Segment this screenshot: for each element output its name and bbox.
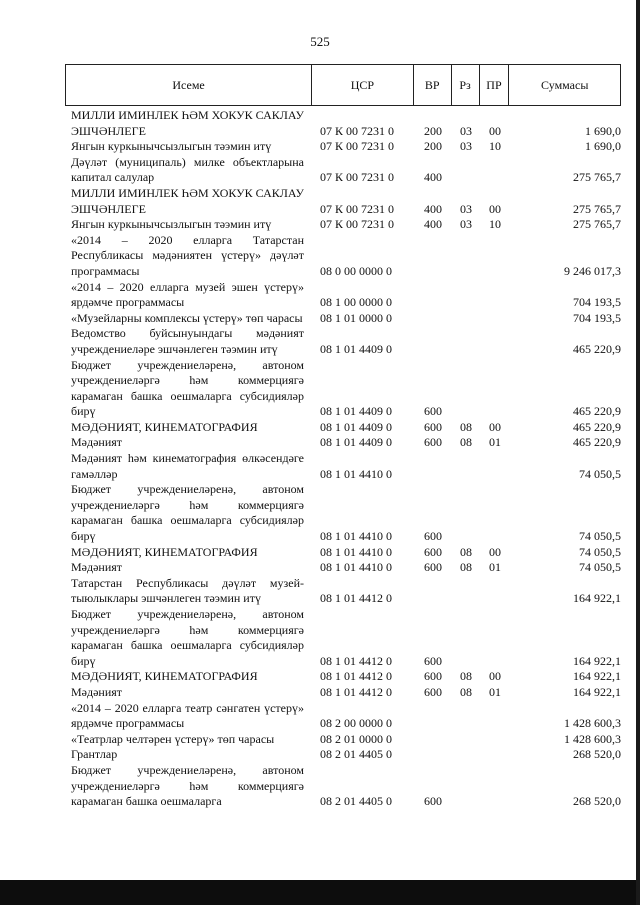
- row-rz: [452, 280, 480, 311]
- row-rz: 03: [460, 139, 472, 154]
- row-pr: 00: [489, 669, 501, 684]
- header-name: Исеме: [66, 65, 312, 105]
- row-pr: 01: [489, 684, 501, 699]
- row-pr: [480, 732, 510, 748]
- row-vr: 600: [424, 435, 442, 450]
- row-name: Бюджет учреждениеләренә, автоном учреждениеләргә һәм коммерциягә карамаган башка оешмаларга субсидияләр бирү: [71, 482, 304, 544]
- row-name: Мәдәният: [71, 435, 123, 450]
- row-name: Янгын куркынычсызлыгын тәэмин итү: [71, 139, 272, 154]
- row-pr: 10: [489, 139, 501, 154]
- table-row: [65, 576, 621, 607]
- row-vr: [414, 280, 452, 311]
- row-vr: 600: [424, 419, 442, 434]
- row-pr: 01: [489, 435, 501, 450]
- row-csr: 08 1 01 4409 0: [320, 341, 392, 356]
- row-pr: [480, 233, 510, 280]
- row-pr: [480, 280, 510, 311]
- row-sum: 164 922,1: [573, 653, 621, 668]
- table-row: [65, 358, 621, 420]
- row-rz: [452, 732, 480, 748]
- row-rz: 08: [460, 560, 472, 575]
- table-row: [65, 139, 621, 155]
- row-name: Бюджет учреждениеләренә, автоном учреждениеләргә һәм коммерциягә карамаган башка оешмаларга: [71, 762, 304, 809]
- row-name: МӘДӘНИЯТ, КИНЕМАТОГРАФИЯ: [71, 544, 258, 559]
- row-name: Мәдәният: [71, 684, 123, 699]
- table-row: [65, 435, 621, 451]
- row-sum: 465 220,9: [573, 341, 621, 356]
- table-row: [65, 763, 621, 810]
- table-row: [65, 326, 621, 357]
- row-csr: 08 1 01 4409 0: [320, 435, 392, 450]
- table-header: [65, 64, 621, 106]
- row-name: Янгын куркынычсызлыгын тәэмин итү: [71, 217, 272, 232]
- row-pr: [480, 607, 510, 669]
- row-vr: [414, 451, 452, 482]
- row-name: Бюджет учреждениеләренә, автоном учреждениеләргә һәм коммерциягә карамаган башка оешмаларга субсидияләр бирү: [71, 607, 304, 668]
- row-sum: 704 193,5: [573, 310, 621, 325]
- row-vr: 400: [424, 170, 442, 185]
- row-vr: 600: [424, 669, 442, 684]
- row-pr: [480, 747, 510, 763]
- row-sum: 164 922,1: [573, 669, 621, 684]
- row-vr: 200: [424, 123, 442, 138]
- table-row: [65, 560, 621, 576]
- header-rz: Рз: [452, 65, 480, 105]
- row-sum: 74 050,5: [579, 560, 621, 575]
- row-rz: 08: [460, 544, 472, 559]
- row-name: «2014 – 2020 елларга Татарстан Республикасы мәдәниятен үстерү» дәүләт программасы: [71, 232, 304, 278]
- row-pr: 00: [489, 123, 501, 138]
- row-vr: [414, 233, 452, 280]
- row-rz: 03: [460, 217, 472, 232]
- row-rz: [452, 358, 480, 420]
- row-vr: 600: [424, 560, 442, 575]
- row-pr: [480, 311, 510, 327]
- row-rz: [452, 451, 480, 482]
- row-rz: 08: [460, 669, 472, 684]
- row-sum: 164 922,1: [573, 591, 621, 606]
- row-pr: [480, 763, 510, 810]
- row-rz: [452, 576, 480, 607]
- row-vr: 600: [424, 653, 442, 668]
- row-csr: 07 К 00 7231 0: [320, 139, 395, 154]
- row-name: «Музейларны комплексы үстерү» төп чарасы: [71, 310, 303, 325]
- row-rz: [452, 607, 480, 669]
- row-pr: [480, 326, 510, 357]
- row-csr: 07 К 00 7231 0: [320, 170, 395, 185]
- row-sum: 1 428 600,3: [564, 731, 621, 746]
- row-pr: [480, 701, 510, 732]
- row-sum: 465 220,9: [573, 435, 621, 450]
- header-vr: ВР: [414, 65, 452, 105]
- row-name: МИЛЛИ ИМИНЛЕК ҺӘМ ХОКУК САКЛАУ ЭШЧӘНЛЕГЕ: [71, 185, 304, 216]
- row-rz: 03: [460, 201, 472, 216]
- table-row: [65, 420, 621, 436]
- row-vr: [414, 326, 452, 357]
- page-number: 525: [310, 34, 330, 49]
- row-sum: 164 922,1: [573, 684, 621, 699]
- row-sum: 465 220,9: [573, 419, 621, 434]
- row-csr: 08 1 01 4409 0: [320, 419, 392, 434]
- row-rz: [452, 311, 480, 327]
- row-csr: 08 1 01 4409 0: [320, 404, 392, 419]
- row-sum: 268 520,0: [573, 747, 621, 762]
- row-csr: 08 1 01 4410 0: [320, 466, 392, 481]
- row-sum: 1 690,0: [585, 123, 621, 138]
- row-rz: 08: [460, 435, 472, 450]
- row-sum: 704 193,5: [573, 295, 621, 310]
- row-pr: 00: [489, 544, 501, 559]
- row-name: Ведомство буйсынуындагы мәдәният учреждениеләре эшчәнлеген тәэмин итү: [71, 326, 304, 356]
- row-vr: [414, 701, 452, 732]
- row-csr: 07 К 00 7231 0: [320, 217, 395, 232]
- header-pr: ПР: [480, 65, 510, 105]
- row-name: МӘДӘНИЯТ, КИНЕМАТОГРАФИЯ: [71, 669, 258, 684]
- row-csr: 08 1 01 4410 0: [320, 529, 392, 544]
- row-sum: 1 428 600,3: [564, 716, 621, 731]
- row-rz: 03: [460, 123, 472, 138]
- row-pr: [480, 576, 510, 607]
- table-row: [65, 701, 621, 732]
- row-name: Дәүләт (муниципаль) милке объектларына капитал салулар: [71, 154, 304, 185]
- row-sum: 1 690,0: [585, 139, 621, 154]
- row-csr: 07 К 00 7231 0: [320, 123, 395, 138]
- table-row: [65, 685, 621, 701]
- table-row: [65, 280, 621, 311]
- table-row: [65, 747, 621, 763]
- table-row: [65, 233, 621, 280]
- row-vr: [414, 576, 452, 607]
- row-vr: 600: [424, 544, 442, 559]
- row-sum: 268 520,0: [573, 794, 621, 809]
- row-vr: 600: [424, 794, 442, 809]
- row-csr: 08 2 01 0000 0: [320, 731, 392, 746]
- row-csr: 08 2 00 0000 0: [320, 716, 392, 731]
- header-csr: ЦСР: [312, 65, 414, 105]
- row-csr: 08 1 01 4412 0: [320, 591, 392, 606]
- row-sum: 275 765,7: [573, 217, 621, 232]
- row-name: «2014 – 2020 елларга музей эшен үстерү» ярдәмче программасы: [71, 279, 304, 310]
- row-name: Мәдәният һәм кинематография өлкәсендәге гамәлләр: [71, 451, 304, 481]
- row-name: «Театрлар челтәрен үстерү» төп чарасы: [71, 731, 275, 746]
- row-vr: 400: [424, 201, 442, 216]
- table-row: [65, 732, 621, 748]
- row-rz: 08: [460, 684, 472, 699]
- table-row: [65, 451, 621, 482]
- row-name: Мәдәният: [71, 560, 123, 575]
- row-sum: 74 050,5: [579, 466, 621, 481]
- table-row: [65, 669, 621, 685]
- table-row: [65, 482, 621, 544]
- table-row: [65, 108, 621, 139]
- row-sum: 9 246 017,3: [564, 263, 621, 278]
- row-csr: 08 1 01 0000 0: [320, 310, 392, 325]
- row-csr: 08 2 01 4405 0: [320, 747, 392, 762]
- row-csr: 08 1 01 4412 0: [320, 653, 392, 668]
- row-rz: [452, 326, 480, 357]
- row-sum: 74 050,5: [579, 529, 621, 544]
- row-csr: 08 0 00 0000 0: [320, 263, 392, 278]
- row-vr: 200: [424, 139, 442, 154]
- scan-right-edge: [636, 0, 640, 905]
- header-sum: Суммасы: [541, 77, 589, 92]
- row-csr: 08 1 01 4412 0: [320, 684, 392, 699]
- row-rz: [452, 747, 480, 763]
- row-csr: 08 1 00 0000 0: [320, 295, 392, 310]
- row-pr: 00: [489, 419, 501, 434]
- table-row: [65, 607, 621, 669]
- table-row: [65, 311, 621, 327]
- row-pr: 10: [489, 217, 501, 232]
- row-name: Грантлар: [71, 747, 118, 762]
- row-csr: 08 2 01 4405 0: [320, 794, 392, 809]
- row-vr: [414, 732, 452, 748]
- row-name: Татарстан Республикасы дәүләт музей-тыюлыклары эшчәнлеген тәэмин итү: [71, 575, 304, 606]
- row-rz: [452, 155, 480, 186]
- row-vr: 400: [424, 217, 442, 232]
- row-csr: 07 К 00 7231 0: [320, 201, 395, 216]
- row-name: МИЛЛИ ИМИНЛЕК ҺӘМ ХОКУК САКЛАУ ЭШЧӘНЛЕГЕ: [71, 108, 304, 138]
- table-row: [65, 545, 621, 561]
- row-pr: [480, 482, 510, 544]
- row-vr: [414, 311, 452, 327]
- row-rz: [452, 233, 480, 280]
- row-vr: 600: [424, 529, 442, 544]
- row-rz: 08: [460, 419, 472, 434]
- scan-bottom-edge: [0, 880, 640, 905]
- row-vr: [414, 747, 452, 763]
- row-vr: 600: [424, 684, 442, 699]
- row-pr: 01: [489, 560, 501, 575]
- row-sum: 465 220,9: [573, 404, 621, 419]
- row-rz: [452, 482, 480, 544]
- row-sum: 275 765,7: [573, 201, 621, 216]
- row-csr: 08 1 01 4410 0: [320, 544, 392, 559]
- table-row: [65, 217, 621, 233]
- row-sum: 74 050,5: [579, 544, 621, 559]
- row-sum: 275 765,7: [573, 170, 621, 185]
- row-csr: 08 1 01 4410 0: [320, 560, 392, 575]
- row-csr: 08 1 01 4412 0: [320, 669, 392, 684]
- row-pr: [480, 451, 510, 482]
- row-vr: 600: [424, 404, 442, 419]
- table-row: [65, 155, 621, 186]
- table-body: [65, 108, 621, 810]
- table-row: [65, 186, 621, 217]
- row-name: Бюджет учреждениеләренә, автоном учреждениеләргә һәм коммерциягә карамаган башка оешмаларга субсидияләр бирү: [71, 357, 304, 419]
- row-rz: [452, 701, 480, 732]
- row-name: «2014 – 2020 елларга театр сәнгатен үстерү» ярдәмче программасы: [71, 700, 304, 731]
- row-rz: [452, 763, 480, 810]
- row-pr: [480, 358, 510, 420]
- row-pr: 00: [489, 201, 501, 216]
- row-pr: [480, 155, 510, 186]
- row-name: МӘДӘНИЯТ, КИНЕМАТОГРАФИЯ: [71, 419, 258, 434]
